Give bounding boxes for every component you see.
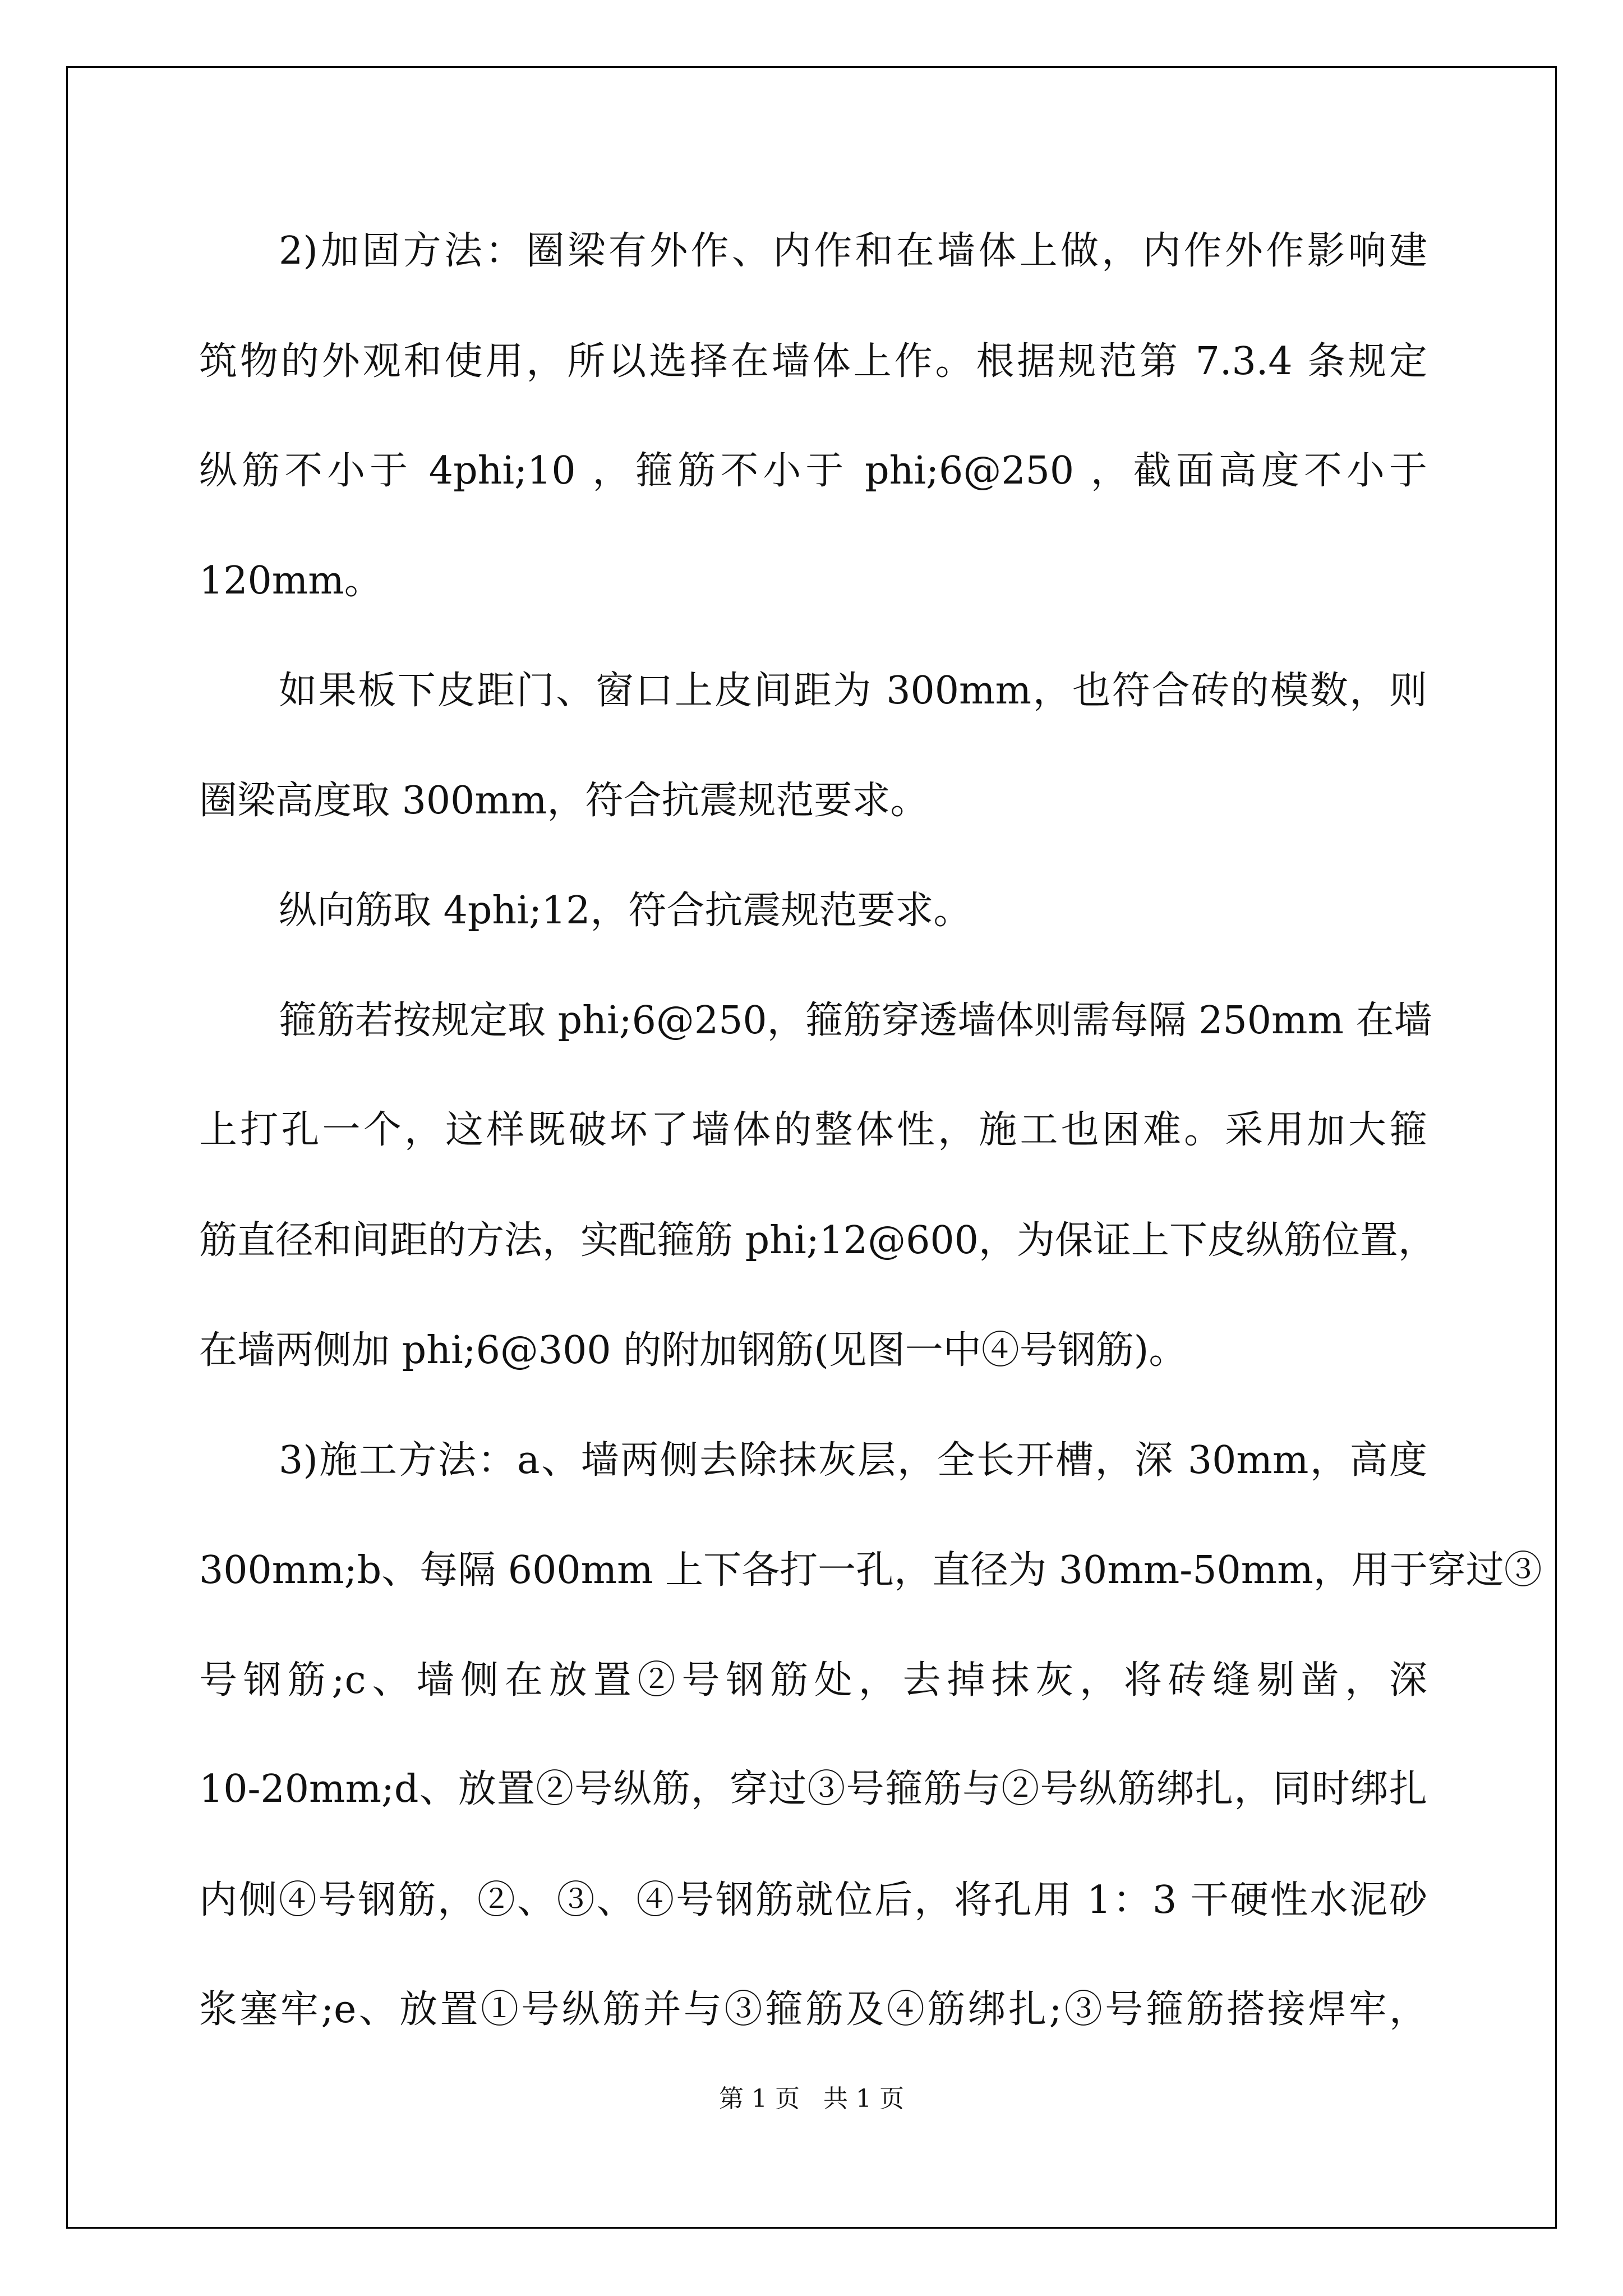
page-number: 第 1 页 <box>719 2085 800 2113</box>
text-line: 号钢筋;c、墙侧在放置②号钢筋处，去掉抹灰，将砖缝剔凿，深 <box>199 1658 1427 1703</box>
text-line: 内侧④号钢筋，②、③、④号钢筋就位后，将孔用 1：3 干硬性水泥砂 <box>199 1878 1427 1922</box>
page-total: 共 1 页 <box>823 2085 904 2113</box>
text-line: 浆塞牢;e、放置①号纵筋并与③箍筋及④筋绑扎;③号箍筋搭接焊牢， <box>199 1987 1427 2032</box>
text-line: 10-20mm;d、放置②号纵筋，穿过③号箍筋与②号纵筋绑扎，同时绑扎 <box>199 1767 1427 1811</box>
text-line: 3)施工方法：a、墙两侧去除抹灰层，全长开槽，深 30mm，高度 <box>279 1438 1427 1483</box>
text-line: 纵筋不小于 4phi;10 ，箍筋不小于 phi;6@250 ，截面高度不小于 <box>199 449 1427 493</box>
text-line: 纵向筋取 4phi;12，符合抗震规范要求。 <box>279 889 972 933</box>
text-line: 300mm;b、每隔 600mm 上下各打一孔，直径为 30mm-50mm，用于穿过③ <box>199 1548 1542 1593</box>
text-line: 圈梁高度取 300mm，符合抗震规范要求。 <box>199 779 929 823</box>
text-line: 筑物的外观和使用，所以选择在墙体上作。根据规范第 7.3.4 条规定 <box>199 339 1427 384</box>
text-line: 上打孔一个，这样既破坏了墙体的整体性，施工也困难。采用加大箍 <box>199 1108 1427 1152</box>
text-line: 在墙两侧加 phi;6@300 的附加钢筋(见图一中④号钢筋)。 <box>199 1328 1187 1373</box>
text-line: 120mm。 <box>199 559 382 603</box>
text-line: 筋直径和间距的方法，实配箍筋 phi;12@600，为保证上下皮纵筋位置， <box>199 1218 1436 1263</box>
text-line: 2)加固方法：圈梁有外作、内作和在墙体上做，内作外作影响建 <box>279 229 1427 273</box>
text-line: 如果板下皮距门、窗口上皮间距为 300mm，也符合砖的模数，则 <box>279 669 1427 713</box>
page-footer <box>0 2082 1623 2116</box>
text-line: 箍筋若按规定取 phi;6@250，箍筋穿透墙体则需每隔 250mm 在墙 <box>279 999 1432 1043</box>
